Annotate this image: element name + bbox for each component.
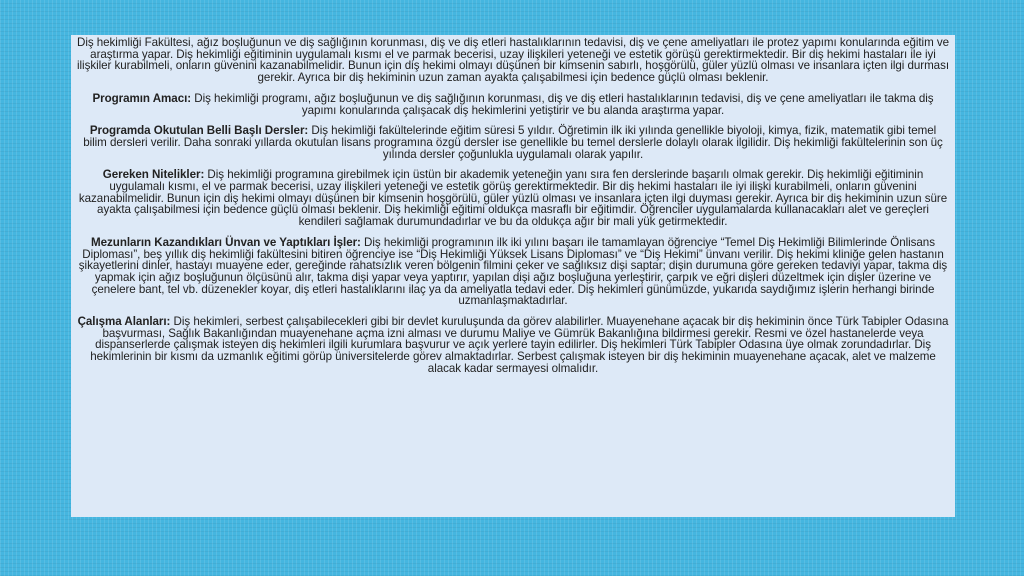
program-purpose-text: Diş hekimliği programı, ağız boşluğunun ve diş sağlığının korunması, diş ve diş etleri hastalıklarının tedavisi, diş ve çene ameliyatları ile takma diş yapımı konularında çalışacak diş hekimlerini yetiştirir ve bu alanda araştırma yapar. <box>191 91 934 117</box>
intro-text: Diş hekimliği Fakültesi, ağız boşluğunun ve diş sağlığının korunması, diş ve diş etleri hastalıklarının tedavisi, diş ve çene ameliyatları ile protez yapımı konularında eğitim ve araştırma yapar. Diş hekimliği eğitiminin uygulamalı kısmı el ve parmak becerisi, uzay ilişkileri yeteneği ve estetik görüşü gerektirmektedir. Bir diş hekimi hastaları ile iyi ilişkiler kurabilmeli, onların güvenini kazanabilmelidir. Bunun için diş hekimi olmayı düşünen bir kimsenin sabırlı, hoşgörülü, güler yüzlü olması ve insanlara içten ilgi durması gerekir. Ayrıca bir diş hekiminin uzun zaman ayakta çalışabilmesi için bedence güçlü olması beklenir. <box>77 36 950 85</box>
work-areas-paragraph <box>77 316 949 375</box>
work-areas-text: Diş hekimleri, serbest çalışabilecekleri gibi bir devlet kuruluşunda da görev alabilirler. Muayenehane açacak bir diş hekiminin önce Türk Tabipler Odasına başvurması, Sağlık Bakanlığından muayenehane açma izni alması ve durumu Maliye ve Gümrük Bakanlığına bildirmesi gerekir. Resmi ve özel hastanelerde veya dispanserlerde çalışmak isteyen diş hekimleri ilgili kurumlara başvurur ve açık yerlere tayin edilirler. Diş hekimleri Türk Tabipler Odasına üye olmak zorundadırlar. Diş hekimlerinin bir kısmı da uzmanlık eğitimi görüp üniversitelerde görev almaktadırlar. Serbest çalışmak isteyen bir diş hekiminin muayenehane açacak, alet ve malzeme alacak kadar sermayesi olmalıdır. <box>90 315 949 375</box>
graduates-text: Diş hekimliği programının ilk iki yılını başarı ile tamamlayan öğrenciye “Temel Diş Hekimliği Bilimlerinde Önlisans Diploması”, beş yıllık diş hekimliği fakültesini bitiren öğrenciye ise “Diş Hekimliği Yüksek Lisans Diploması” ve “Diş Hekimi” ünvanı verilir. Diş hekimi kliniğe gelen hastanın şikayetlerini dinler, hastayı muayene eder, gereğinde rahatsızlık veren bölgenin filmini çeker ve sağlıksız dişi saptar; dişin durumuna göre gereken tedaviyi yapar, takma diş yapmak için ağız boşluğunun ölçüsünü alır, takma dişi yapar veya yaptırır, yapılan dişi ağız boşluğuna yerleştirir, çarpık ve eğri dişleri düzeltmek için dişler üzerine ve çenelere bant, tel vb. düzenekler koyar, diş etleri hastalıklarını ilaç ya da ameliyatla tedavi eder. Diş hekimleri günümüzde, yukarıda saydığımız işlerin herhangi birinde uzmanlaşmaktadırlar. <box>78 235 948 308</box>
courses-paragraph <box>77 125 949 160</box>
qualifications-text: Diş hekimliği programına girebilmek için üstün bir akademik yeteneğin yanı sıra fen derslerinde başarılı olmak gerekir. Diş hekimliği eğitiminin uygulamalı kısmı, el ve parmak becerisi, uzay ilişkileri yeteneği ve estetik görüş gerektirmektedir. Bir diş hekimi hastaları ile iyi ilişki kurabilmeli, onların güvenini kazanabilmelidir. Bunun için diş hekimi olmayı düşünen bir kimsenin hoşgörülü, güler yüzlü olması ve insanlara içten ilgi duyması gerekir. Ayrıca bir diş hekiminin uzun süre ayakta çalışabilmesi için bedence güçlü olması beklenir. Diş hekimliği eğitimi oldukça masraflı bir eğitimdir. Öğrenciler uygulamalarda kullanacakları alet ve gereçleri kendileri sağlamak durumundadırlar ve bu da oldukça ağır bir mali yük getirmektedir. <box>78 168 948 229</box>
program-purpose-paragraph <box>77 93 949 116</box>
courses-heading: Programda Okutulan Belli Başlı Dersler: <box>89 124 309 138</box>
content-panel <box>71 35 955 517</box>
graduates-heading: Mezunların Kazandıkları Ünvan ve Yaptıkları İşler: <box>91 235 361 249</box>
courses-text: Diş hekimliği fakültelerinde eğitim süresi 5 yıldır. Öğretimin ilk iki yılında genellikle biyoloji, kimya, fizik, matematik gibi temel bilim dersleri verilir. Daha sonraki yıllarda okutulan lisans programına özgü dersler ise genellikle bu temel derslerle dolaylı olarak ilgilidir. Diş hekimliği fakültelerinin son üç yılında dersler çoğunlukla uygulamalı olarak yapılır. <box>83 124 943 161</box>
program-purpose-heading: Programın Amacı: <box>92 91 192 105</box>
qualifications-heading: Gereken Nitelikler: <box>102 168 205 182</box>
work-areas-heading: Çalışma Alanları: <box>77 315 171 329</box>
qualifications-paragraph <box>77 169 949 228</box>
graduates-paragraph <box>77 237 949 307</box>
intro-paragraph <box>77 37 949 84</box>
